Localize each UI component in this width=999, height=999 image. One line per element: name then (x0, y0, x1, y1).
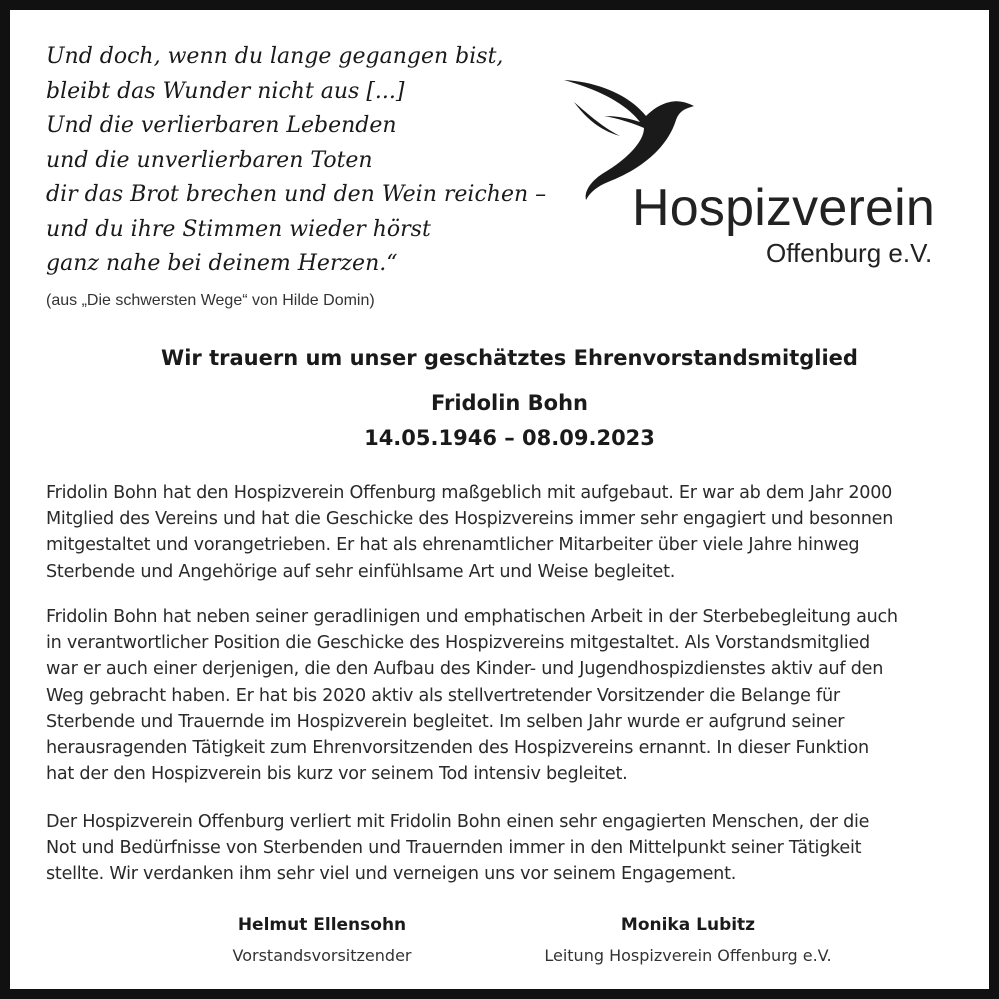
signatory-name: Monika Lubitz (620, 915, 756, 935)
poem-line: ganz nahe bei deinem Herzen.“ (46, 251, 398, 276)
paragraph-line: war er auch einer derjenigen, die den Aufbau des Kinder- und Jugendhospizdienstes aktiv auf den (46, 659, 884, 680)
paragraph-line: Der Hospizverein Offenburg verliert mit Fridolin Bohn einen sehr engagierten Menschen, der die (46, 812, 870, 832)
logo-city: Offenburg e.V. (766, 238, 933, 268)
paragraph-line: Not und Bedürfnisse von Sterbenden und Trauernden immer in den Mittelpunkt seiner Tätigkeit (46, 838, 862, 859)
paragraph-line: Fridolin Bohn hat den Hospizverein Offenburg maßgeblich mit aufgebaut. Er war ab dem Jahr 2000 (46, 483, 893, 503)
paragraph-2 (46, 604, 976, 787)
paragraph-line: Sterbende und Trauernde im Hospizverein begleitet. Im selben Jahr wurde er aufgrund seiner (46, 711, 845, 732)
signature-left (112, 915, 532, 965)
headline-intro: Wir trauern um unser geschätztes Ehrenvorstandsmitglied (161, 346, 858, 370)
paragraph-line: hat der den Hospizverein bis kurz vor seinem Tod intensiv begleitet. (46, 764, 628, 785)
deceased-name: Fridolin Bohn (430, 391, 588, 415)
poem-line: und die unverlierbaren Toten (46, 147, 373, 173)
paragraph-line: herausragenden Tätigkeit zum Ehrenvorsitzenden des Hospizvereins ernannt. In dieser Funktion (46, 738, 869, 759)
paragraph-line: stellte. Wir verdanken ihm sehr viel und verneigen uns vor seinem Engagement. (46, 864, 737, 885)
poem-line: und du ihre Stimmen wieder hörst (46, 216, 431, 242)
poem-line: bleibt das Wunder nicht aus [...] (46, 78, 405, 104)
poem-line: Und doch, wenn du lange gegangen bist, (46, 44, 504, 69)
signature-right (478, 915, 898, 965)
paragraph-1 (46, 480, 976, 585)
signatory-role: Leitung Hospizverein Offenburg e.V. (544, 946, 832, 965)
poem-line: dir das Brot brechen und den Wein reichen – (46, 182, 547, 207)
paragraph-3 (46, 809, 976, 888)
poem-source: (aus „Die schwersten Wege“ von Hilde Domin) (46, 292, 375, 309)
paragraph-line: mitgestaltet und vorangetrieben. Er hat als ehrenamtlicher Mitarbeiter über viele Jahre hinweg (46, 535, 860, 556)
poem (46, 40, 566, 282)
paragraph-line: Mitglied des Vereins und hat die Geschicke des Hospizvereins immer sehr engagiert und besonnen (46, 509, 894, 530)
logo-name: Hospizverein (632, 179, 935, 237)
hospizverein-logo (560, 72, 970, 272)
paragraph-line: Sterbende und Angehörige auf sehr einfühlsame Art und Weise begleitet. (46, 561, 676, 582)
paragraph-line: Fridolin Bohn hat neben seiner geradlinigen und emphatischen Arbeit in der Sterbebegleitung auch (46, 607, 898, 627)
paragraph-line: in verantwortlicher Position die Geschicke des Hospizvereins mitgestaltet. Als Vorstandsmitglied (46, 633, 870, 654)
signatory-name: Helmut Ellensohn (237, 915, 407, 935)
signatory-role: Vorstandsvorsitzender (232, 946, 412, 965)
life-dates: 14.05.1946 – 08.09.2023 (364, 426, 655, 450)
poem-line: Und die verlierbaren Lebenden (46, 113, 397, 138)
paragraph-line: Weg gebracht haben. Er hat bis 2020 aktiv als stellvertretender Vorsitzender die Belange für (46, 685, 840, 706)
